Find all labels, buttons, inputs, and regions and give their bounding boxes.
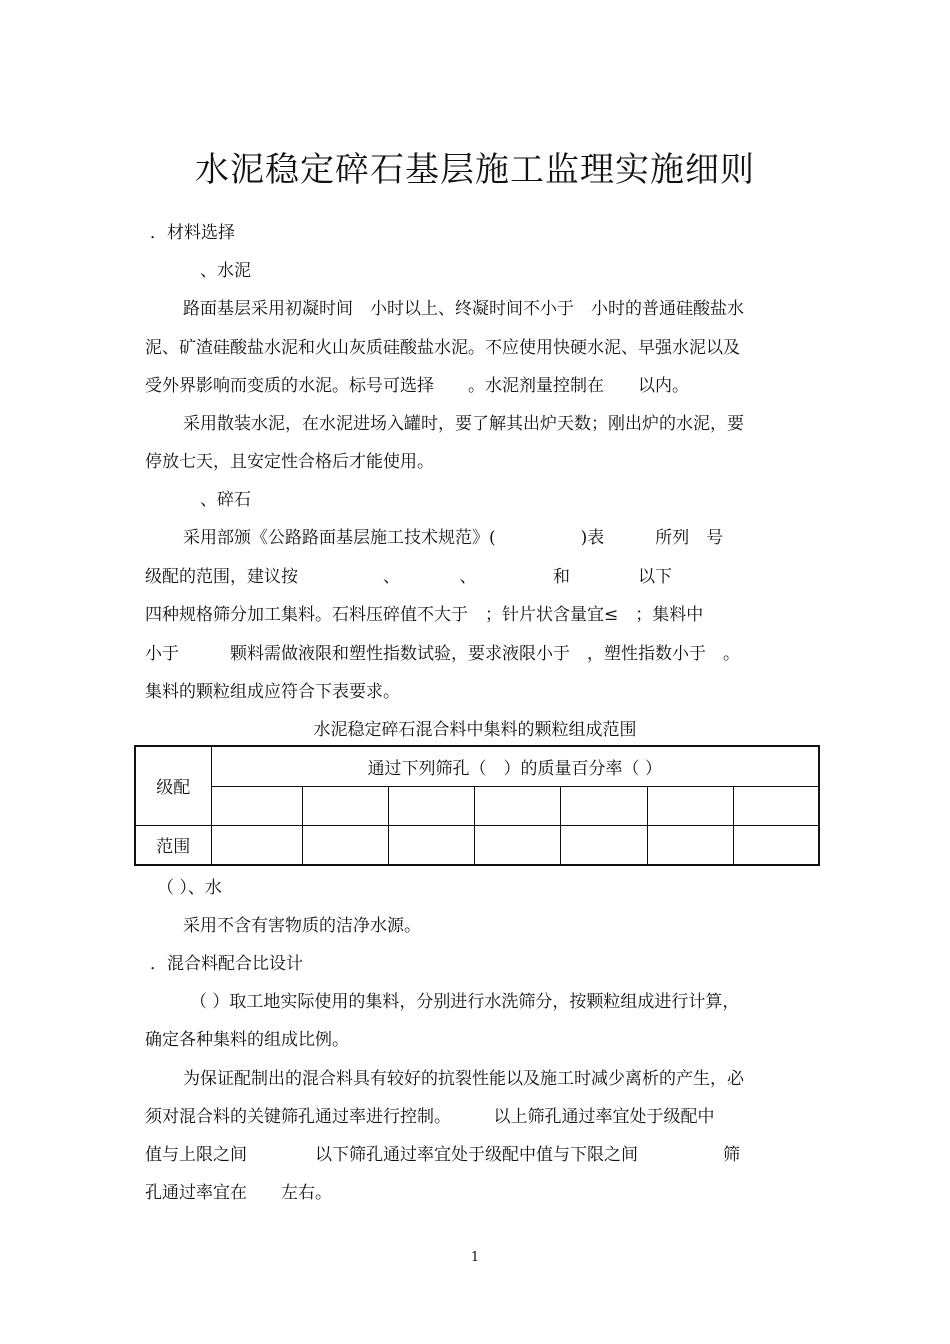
table-caption: 水泥稳定碎石混合料中集料的颗粒组成范围 bbox=[313, 720, 637, 740]
paragraph-line: 泥、矿渣硅酸盐水泥和火山灰质硅酸盐水泥。不应使用快硬水泥、早强水泥以及 bbox=[145, 338, 740, 358]
table-cell bbox=[560, 786, 647, 825]
table-cell bbox=[647, 825, 733, 865]
section-heading-mix-design: ．混合料配合比设计 bbox=[150, 954, 303, 974]
table-cell bbox=[647, 786, 733, 825]
page-number: 1 bbox=[470, 1250, 480, 1265]
table-row-header-range: 范围 bbox=[135, 825, 211, 865]
gradation-table bbox=[134, 745, 820, 866]
table-cell bbox=[560, 825, 647, 865]
document-title: 水泥稳定碎石基层施工监理实施细则 bbox=[195, 150, 755, 190]
table-cell bbox=[302, 825, 388, 865]
table-cell bbox=[733, 825, 819, 865]
paragraph-line: 小于 颗料需做液限和塑性指数试验，要求液限小于 ，塑性指数小于 。 bbox=[145, 644, 740, 664]
section-heading-materials: ．材料选择 bbox=[150, 223, 235, 243]
paragraph-line: 孔通过率宜在 左右。 bbox=[145, 1183, 332, 1203]
paragraph-line: 受外界影响而变质的水泥。标号可选择 。水泥剂量控制在 以内。 bbox=[145, 376, 689, 396]
table-cell bbox=[474, 786, 560, 825]
table-cell bbox=[302, 786, 388, 825]
paragraph-line: 采用散装水泥，在水泥进场入罐时，要了解其出炉天数；刚出炉的水泥，要 bbox=[183, 414, 744, 434]
table-cell bbox=[388, 786, 474, 825]
table-cell bbox=[388, 825, 474, 865]
paragraph-line: 采用部颁《公路路面基层施工技术规范》( )表 所列 号 bbox=[183, 528, 724, 548]
subsection-heading-cement: 、水泥 bbox=[200, 261, 251, 281]
paragraph-line: 停放七天，且安定性合格后才能使用。 bbox=[145, 452, 434, 472]
paragraph-line: 须对混合料的关键筛孔通过率进行控制。 以上筛孔通过率宜处于级配中 bbox=[145, 1107, 715, 1127]
paragraph-line: 级配的范围，建议按 、 、 和 以下 bbox=[145, 567, 672, 587]
paragraph-line: 确定各种集料的组成比例。 bbox=[145, 1030, 349, 1050]
paragraph-line: 集料的颗粒组成应符合下表要求。 bbox=[145, 682, 400, 702]
paragraph-line: 四种规格筛分加工集料。石料压碎值不大于 ；针片状含量宜≤ ；集料中 bbox=[145, 605, 704, 625]
paragraph-line: 值与上限之间 以下筛孔通过率宜处于级配中值与下限之间 筛 bbox=[145, 1145, 740, 1165]
table-cell bbox=[733, 786, 819, 825]
paragraph-line: 路面基层采用初凝时间 小时以上、终凝时间不小于 小时的普通硅酸盐水 bbox=[183, 299, 744, 319]
subsection-heading-gravel: 、碎石 bbox=[200, 490, 251, 510]
table-row-header-gradation: 级配 bbox=[135, 746, 211, 825]
table-cell bbox=[211, 786, 302, 825]
paragraph-line: （ ）取工地实际使用的集料，分别进行水洗筛分，按颗粒组成进行计算， bbox=[190, 992, 740, 1012]
paragraph-line: 为保证配制出的混合料具有较好的抗裂性能以及施工时减少离析的产生，必 bbox=[183, 1069, 744, 1089]
table-group-header: 通过下列筛孔（ ）的质量百分率（ ） bbox=[211, 746, 819, 786]
subsection-heading-water: （ ）、水 bbox=[157, 878, 222, 898]
paragraph-line: 采用不含有害物质的洁净水源。 bbox=[183, 916, 421, 936]
table-cell bbox=[211, 825, 302, 865]
table-cell bbox=[474, 825, 560, 865]
